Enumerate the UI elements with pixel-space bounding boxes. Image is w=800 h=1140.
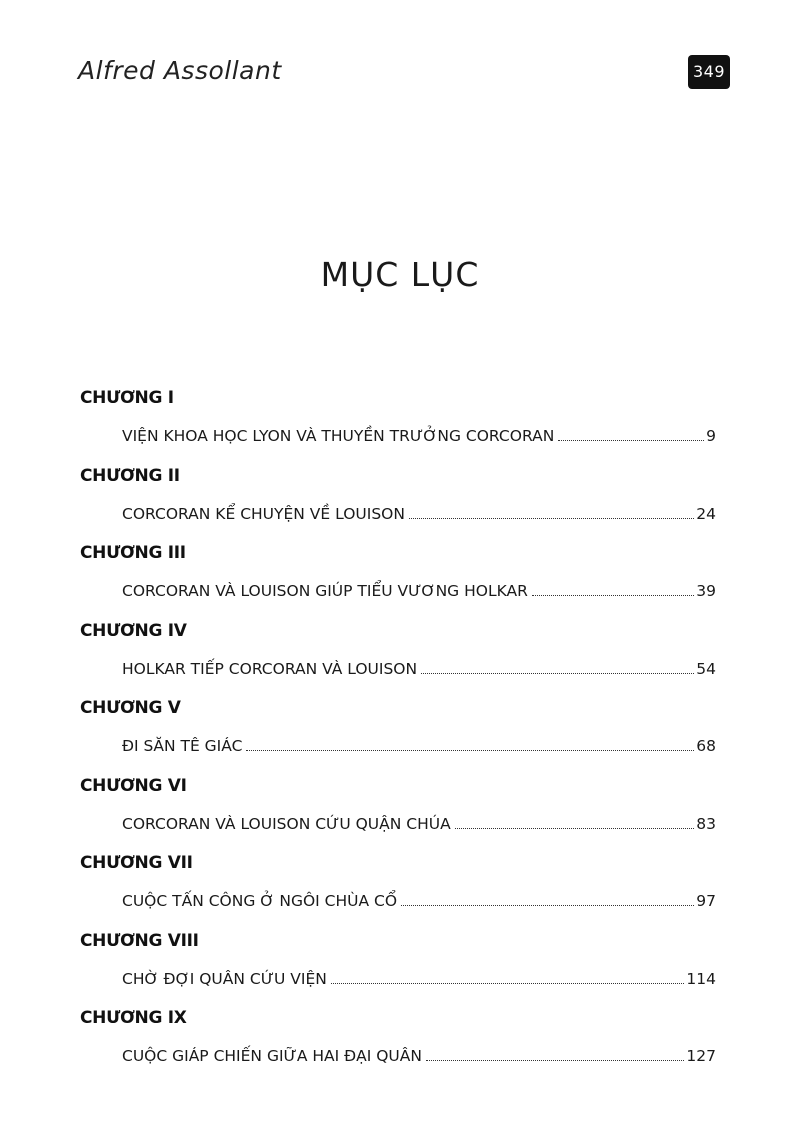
entry-title: CUỘC GIÁP CHIẾN GIỮA HAI ĐẠI QUÂN bbox=[122, 1047, 422, 1065]
entry-page-number: 54 bbox=[696, 659, 716, 678]
entry-page-number: 97 bbox=[696, 892, 716, 910]
entry-page-number: 68 bbox=[696, 737, 716, 755]
entry-page-number: 127 bbox=[686, 1047, 716, 1065]
chapter-label: CHƯƠNG III bbox=[80, 543, 186, 563]
entry-page-number: 83 bbox=[696, 814, 716, 833]
dot-leader bbox=[246, 750, 694, 751]
entry-page-number: 9 bbox=[706, 427, 716, 445]
page-number-badge: 349 bbox=[688, 55, 730, 89]
toc-chapter-7 bbox=[0, 853, 800, 931]
entry-title: CORCORAN VÀ LOUISON GIÚP TIỂU VƯƠNG HOLKAR bbox=[122, 582, 528, 600]
toc-chapter-9 bbox=[0, 1008, 800, 1086]
running-header-author: Alfred Assollant bbox=[78, 56, 282, 85]
toc-entry[interactable] bbox=[122, 505, 716, 523]
chapter-label: CHƯƠNG VII bbox=[80, 853, 193, 873]
dot-leader bbox=[426, 1060, 684, 1061]
dot-leader bbox=[409, 518, 694, 519]
toc-title: MỤC LỤC bbox=[320, 255, 480, 294]
entry-title: CORCORAN VÀ LOUISON CỨU QUẬN CHÚA bbox=[122, 814, 451, 833]
entry-page-number: 39 bbox=[696, 582, 716, 600]
chapter-label: CHƯƠNG I bbox=[80, 388, 174, 408]
toc-entry[interactable] bbox=[122, 970, 716, 988]
chapter-label: CHƯƠNG IX bbox=[80, 1008, 187, 1028]
entry-page-number: 24 bbox=[696, 504, 716, 523]
entry-page-number: 114 bbox=[686, 969, 716, 988]
entry-title: CUỘC TẤN CÔNG Ở NGÔI CHÙA CỔ bbox=[122, 892, 398, 910]
chapter-label: CHƯƠNG VI bbox=[80, 775, 187, 796]
dot-leader bbox=[532, 595, 694, 596]
chapter-label: CHƯƠNG II bbox=[80, 465, 180, 486]
toc-chapter-6 bbox=[0, 776, 800, 854]
dot-leader bbox=[455, 828, 695, 829]
toc-chapter-4 bbox=[0, 621, 800, 699]
entry-title: CHỜ ĐỢI QUÂN CỨU VIỆN bbox=[122, 969, 327, 988]
table-of-contents bbox=[0, 388, 800, 1086]
chapter-label: CHƯƠNG IV bbox=[80, 620, 187, 641]
chapter-label: CHƯƠNG V bbox=[80, 698, 181, 718]
toc-entry[interactable] bbox=[122, 737, 716, 755]
toc-entry[interactable] bbox=[122, 660, 716, 678]
dot-leader bbox=[421, 673, 694, 674]
entry-title: VIỆN KHOA HỌC LYON VÀ THUYỀN TRƯỞNG CORCORAN bbox=[122, 427, 555, 445]
toc-chapter-3 bbox=[0, 543, 800, 621]
toc-chapter-5 bbox=[0, 698, 800, 776]
toc-entry[interactable] bbox=[122, 1047, 716, 1065]
entry-title: HOLKAR TIẾP CORCORAN VÀ LOUISON bbox=[122, 659, 418, 678]
toc-entry[interactable] bbox=[122, 892, 716, 910]
toc-chapter-1 bbox=[0, 388, 800, 466]
dot-leader bbox=[401, 905, 694, 906]
toc-entry[interactable] bbox=[122, 815, 716, 833]
toc-chapter-8 bbox=[0, 931, 800, 1009]
dot-leader bbox=[558, 440, 704, 441]
dot-leader bbox=[331, 983, 685, 984]
toc-entry[interactable] bbox=[122, 427, 716, 445]
chapter-label: CHƯƠNG VIII bbox=[80, 930, 199, 951]
entry-title: CORCORAN KỂ CHUYỆN VỀ LOUISON bbox=[122, 504, 405, 523]
toc-entry[interactable] bbox=[122, 582, 716, 600]
entry-title: ĐI SĂN TÊ GIÁC bbox=[122, 737, 243, 755]
toc-chapter-2 bbox=[0, 466, 800, 544]
